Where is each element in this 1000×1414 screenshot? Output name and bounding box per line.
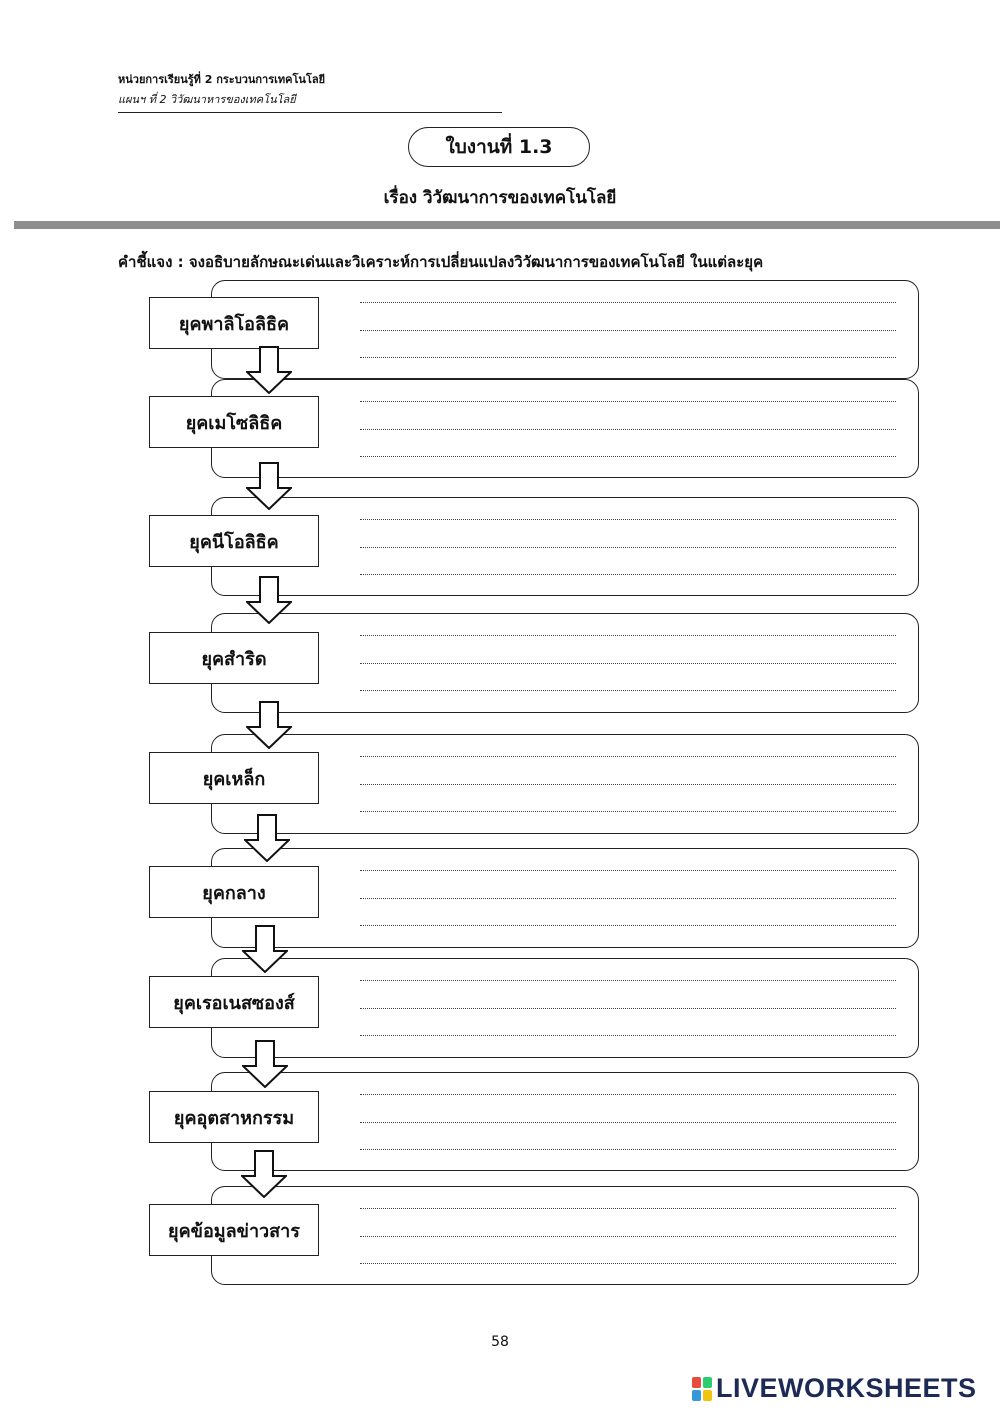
answer-line[interactable] — [360, 925, 896, 926]
section-divider-bar — [14, 221, 1000, 229]
down-arrow-icon — [246, 576, 292, 624]
era-label: ยุคอุตสาหกรรม — [149, 1091, 319, 1143]
answer-line[interactable] — [360, 302, 896, 303]
era-label: ยุคเรอเนสซองส์ — [149, 976, 319, 1028]
era-label: ยุคกลาง — [149, 866, 319, 918]
answer-line[interactable] — [360, 574, 896, 575]
page-number: 58 — [491, 1334, 509, 1350]
down-arrow-icon — [242, 925, 288, 973]
answer-line[interactable] — [360, 756, 896, 757]
down-arrow-icon — [246, 462, 292, 510]
worksheet-subject: เรื่อง วิวัฒนาการของเทคโนโลยี — [383, 188, 617, 208]
era-label: ยุคเหล็ก — [149, 752, 319, 804]
answer-line[interactable] — [360, 635, 896, 636]
answer-line[interactable] — [360, 429, 896, 430]
answer-line[interactable] — [360, 1208, 896, 1209]
answer-line[interactable] — [360, 330, 896, 331]
answer-line[interactable] — [360, 663, 896, 664]
answer-line[interactable] — [360, 811, 896, 812]
plan-header: แผนฯ ที่ 2 วิวัฒนาหารของเทคโนโลยี — [118, 93, 296, 106]
down-arrow-icon — [241, 1150, 287, 1198]
down-arrow-icon — [246, 701, 292, 749]
liveworksheets-watermark — [692, 1373, 977, 1404]
answer-line[interactable] — [360, 690, 896, 691]
answer-line[interactable] — [360, 456, 896, 457]
answer-line[interactable] — [360, 980, 896, 981]
answer-line[interactable] — [360, 898, 896, 899]
unit-header: หน่วยการเรียนรู้ที่ 2 กระบวนการเทคโนโลยี — [118, 73, 326, 86]
answer-line[interactable] — [360, 870, 896, 871]
era-label: ยุคสำริด — [149, 632, 319, 684]
answer-line[interactable] — [360, 1035, 896, 1036]
answer-line[interactable] — [360, 1236, 896, 1237]
worksheet-number-badge: ใบงานที่ 1.3 — [408, 127, 590, 167]
answer-line[interactable] — [360, 401, 896, 402]
era-label: ยุคพาลิโอลิธิค — [149, 297, 319, 349]
answer-line[interactable] — [360, 1094, 896, 1095]
answer-line[interactable] — [360, 519, 896, 520]
era-label: ยุคเมโซลิธิค — [149, 396, 319, 448]
answer-line[interactable] — [360, 547, 896, 548]
down-arrow-icon — [246, 346, 292, 394]
down-arrow-icon — [244, 814, 290, 862]
answer-line[interactable] — [360, 1122, 896, 1123]
liveworksheets-logo-icon — [692, 1377, 712, 1401]
header-divider — [118, 112, 502, 113]
answer-line[interactable] — [360, 1008, 896, 1009]
answer-line[interactable] — [360, 1149, 896, 1150]
era-label: ยุคข้อมูลข่าวสาร — [149, 1204, 319, 1256]
answer-line[interactable] — [360, 1263, 896, 1264]
answer-line[interactable] — [360, 357, 896, 358]
era-label: ยุคนีโอลิธิค — [149, 515, 319, 567]
answer-line[interactable] — [360, 784, 896, 785]
watermark-text: LIVEWORKSHEETS — [716, 1373, 977, 1403]
instruction-text: คำชี้แจง : จงอธิบายลักษณะเด่นและวิเคราะห์การเปลี่ยนแปลงวิวัฒนาการของเทคโนโลยี ในแต่ละยุค — [118, 253, 764, 271]
down-arrow-icon — [242, 1040, 288, 1088]
